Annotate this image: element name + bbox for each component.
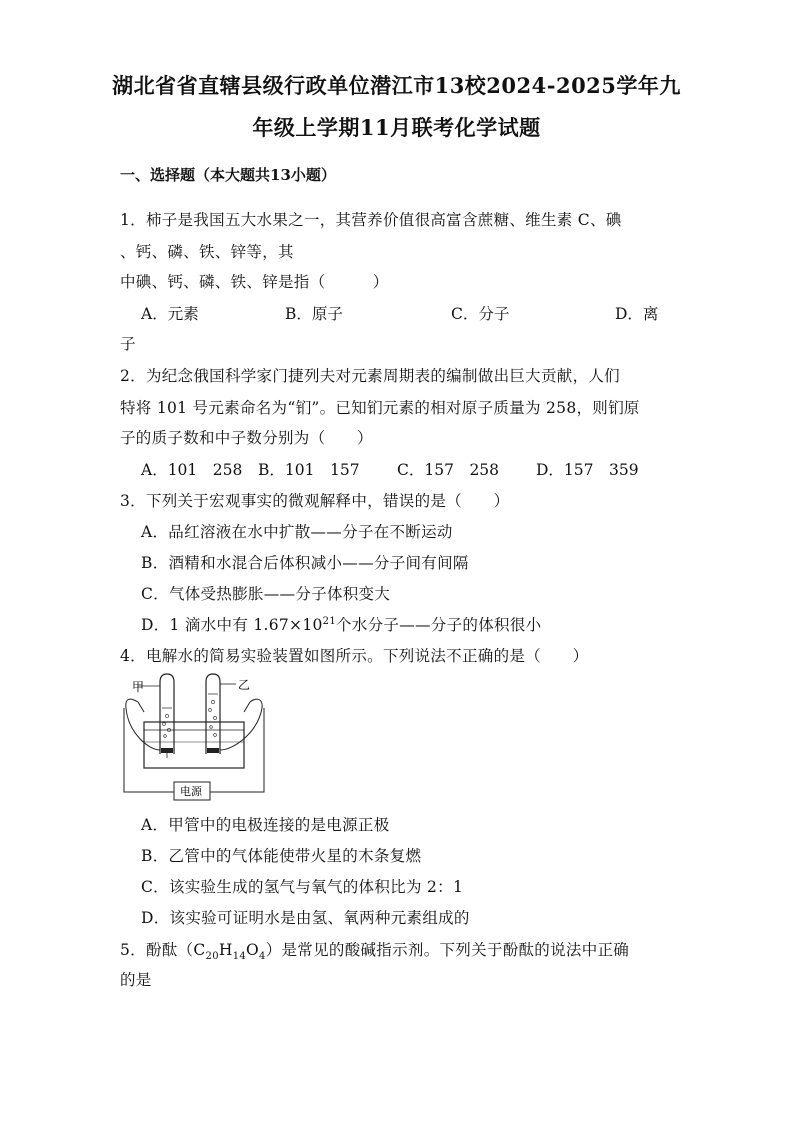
q5-sub-4: 4: [259, 951, 266, 963]
bubble: [163, 723, 166, 726]
q2-stem-line-1: 2．为纪念俄国科学家门捷列夫对元素周期表的编制做出巨大贡献，人们: [120, 367, 620, 385]
section-heading: 一、选择题（本大题共13小题）: [120, 166, 336, 184]
q1-option-d: D．离: [615, 305, 659, 323]
q4-option-d: D．该实验可证明水是由氢、氧两种元素组成的: [141, 909, 470, 927]
q2-option-a: A．101 258: [141, 461, 243, 479]
label-jia: 甲: [132, 680, 145, 694]
q1-option-a: A．元素: [141, 305, 199, 323]
label-power-supply: 电源: [180, 785, 202, 798]
q1-stem-line-1: 1．柿子是我国五大水果之一，其营养价值很高富含蔗糖、维生素 C、碘: [120, 211, 622, 229]
q3-option-d-text: D．1 滴水中有 1.67×10: [141, 616, 323, 634]
q2-stem-line-2: 特将 101 号元素命名为“钔”。已知钔元素的相对原子质量为 258，则钔原: [120, 399, 640, 417]
q3-option-d-exponent: 21: [322, 615, 336, 627]
wire-right-upper: [220, 699, 262, 750]
electrolysis-apparatus-figure: [118, 672, 278, 804]
q3-stem: 3．下列关于宏观事实的微观解释中，错误的是（ ）: [120, 492, 510, 510]
page-title-line-2: 年级上学期11月联考化学试题: [252, 115, 541, 140]
q1-option-b: B．原子: [285, 305, 343, 323]
q2-option-d: D．157 359: [536, 461, 639, 479]
bubble: [210, 726, 213, 729]
q5-text-start: 5．酚酞（C: [120, 941, 206, 959]
beaker-outline: [144, 722, 244, 768]
q3-option-b: B．酒精和水混合后体积减小——分子间有间隔: [141, 554, 469, 572]
bubble: [165, 714, 168, 717]
q5-o: O: [246, 941, 260, 959]
q3-option-c: C．气体受热膨胀——分子体积变大: [141, 585, 391, 603]
q5-text-end: ）是常见的酸碱指示剂。下列关于酚酞的说法中正确: [265, 941, 630, 959]
q3-option-a: A．品红溶液在水中扩散——分子在不断运动: [141, 523, 453, 541]
q1-option-c: C．分子: [451, 305, 510, 323]
q5-sub-14: 14: [232, 951, 247, 963]
q2-stem-line-3: 子的质子数和中子数分别为（ ）: [120, 429, 373, 447]
wire-left-upper: [126, 699, 160, 750]
q1-option-d-wrap: 子: [120, 335, 136, 353]
bubble: [213, 716, 216, 719]
q3-option-d-text-end: 个水分子——分子的体积很小: [336, 616, 542, 634]
page-title-line-1: 湖北省省直辖县级行政单位潜江市13校2024-2025学年九: [112, 73, 681, 98]
q2-option-c: C．157 258: [397, 461, 500, 479]
q5-sub-20: 20: [205, 951, 219, 963]
q2-option-b: B．101 157: [258, 461, 360, 479]
bubble: [211, 700, 214, 703]
bubble: [214, 734, 217, 737]
q4-option-c: C．该实验生成的氢气与氧气的体积比为 2：1: [141, 878, 464, 896]
electrode-yi: [207, 748, 219, 753]
q4-stem: 4．电解水的简易实验装置如图所示。下列说法不正确的是（ ）: [120, 647, 589, 665]
q5-h: H: [218, 941, 233, 959]
q4-option-a: A．甲管中的电极连接的是电源正极: [141, 816, 390, 834]
label-yi: 乙: [238, 678, 251, 692]
bubble: [209, 709, 212, 712]
q3-option-d: [141, 613, 541, 635]
q1-stem-line-3: 中碘、钙、磷、铁、锌是指（ ）: [120, 273, 389, 291]
q5-stem-line-1: [120, 938, 629, 962]
q1-stem-line-2: 、钙、磷、铁、锌等，其: [120, 243, 294, 261]
q4-option-b: B．乙管中的气体能使带火星的木条复燃: [141, 847, 422, 865]
bubble: [164, 735, 167, 738]
q5-stem-line-2: 的是: [120, 971, 152, 989]
